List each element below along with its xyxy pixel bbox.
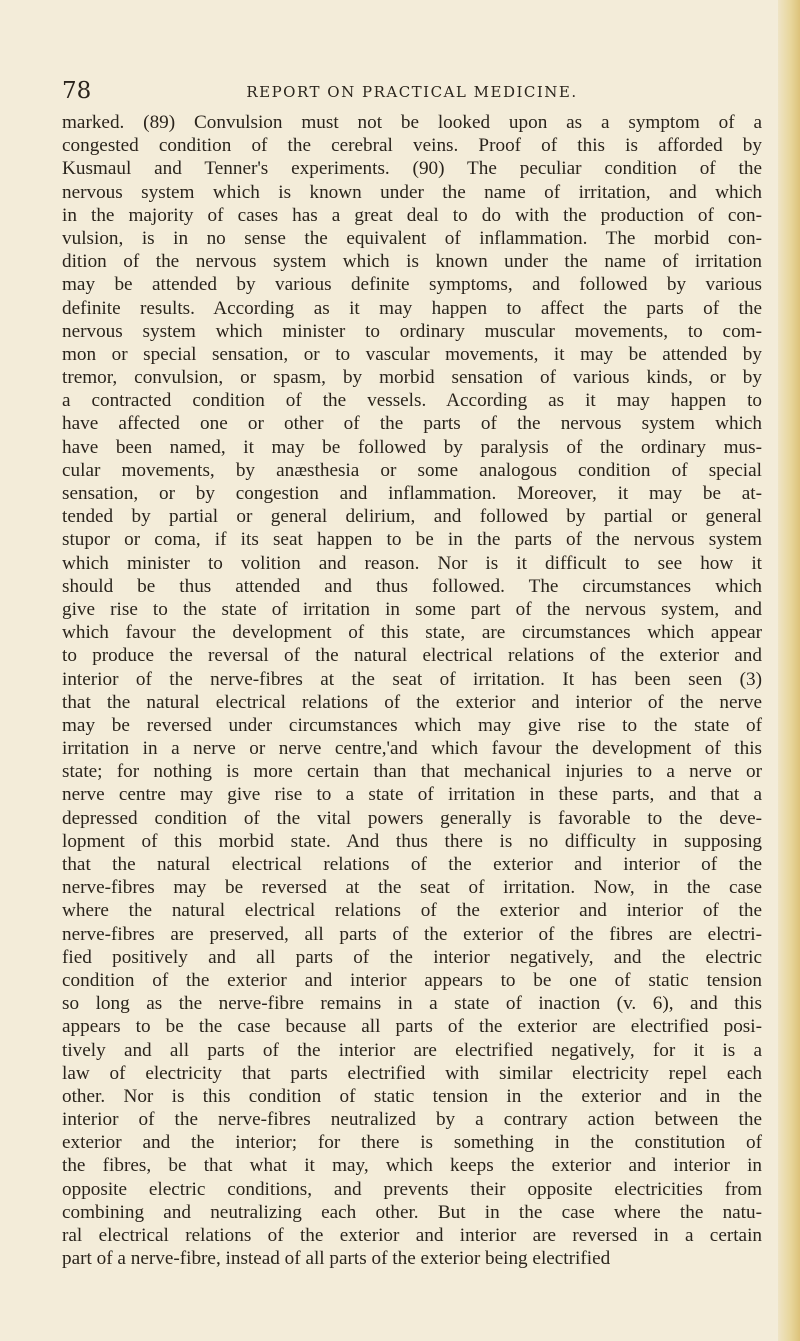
text-line: tended by partial or general delirium, and followed by partial or general xyxy=(62,506,762,528)
text-line: law of electricity that parts electrified with similar electricity repel each xyxy=(62,1062,762,1084)
text-line: Kusmaul and Tenner's experiments. (90) The peculiar condition of the xyxy=(62,158,762,180)
text-line: nerve-fibres may be reversed at the seat of irritation. Now, in the case xyxy=(62,877,762,899)
text-line: which minister to volition and reason. Nor is it difficult to see how it xyxy=(62,552,762,574)
text-line: may be attended by various definite symptoms, and followed by various xyxy=(62,274,762,296)
text-line: appears to be the case because all parts of the exterior are electrified posi- xyxy=(62,1016,762,1038)
text-line: exterior and the interior; for there is something in the constitution of xyxy=(62,1132,762,1154)
text-line: cular movements, by anæsthesia or some analogous condition of special xyxy=(62,459,762,481)
text-line: other. Nor is this condition of static tension in the exterior and in the xyxy=(62,1085,762,1107)
text-line: should be thus attended and thus followed. The circumstances which xyxy=(62,575,762,597)
text-line: have affected one or other of the parts of the nervous system which xyxy=(62,413,762,435)
page-edge-shadow xyxy=(778,0,800,1341)
text-line: to produce the reversal of the natural electrical relations of the exterior and xyxy=(62,645,762,667)
text-line: part of a nerve-fibre, instead of all parts of the exterior being electrified xyxy=(62,1248,611,1270)
text-line: in the majority of cases has a great deal to do with the production of con- xyxy=(62,204,762,226)
text-line: depressed condition of the vital powers generally is favorable to the deve- xyxy=(62,807,762,829)
text-line: where the natural electrical relations of the exterior and interior of the xyxy=(62,900,762,922)
text-line: stupor or coma, if its seat happen to be in the parts of the nervous system xyxy=(62,529,762,551)
text-line: dition of the nervous system which is known under the name of irritation xyxy=(62,251,762,273)
text-line: ral electrical relations of the exterior and interior are reversed in a certain xyxy=(62,1225,762,1246)
text-line: that the natural electrical relations of the exterior and interior of the xyxy=(62,854,762,875)
text-line: which favour the development of this state, are circumstances which appear xyxy=(62,622,762,644)
text-line: may be reversed under circumstances which may give rise to the state of xyxy=(62,714,762,736)
text-line: fied positively and all parts of the interior negatively, and the electric xyxy=(62,946,762,968)
text-line: tively and all parts of the interior are electrified negatively, for it is a xyxy=(62,1039,762,1061)
running-title: REPORT ON PRACTICAL MEDICINE. xyxy=(246,83,578,101)
page-header xyxy=(62,78,762,108)
text-line: nerve centre may give rise to a state of irritation in these parts, and that a xyxy=(62,784,762,806)
text-line: so long as the nerve-fibre remains in a state of inaction (v. 6), and this xyxy=(62,993,762,1015)
text-line: state; for nothing is more certain than that mechanical injuries to a nerve or xyxy=(62,761,762,783)
text-line: sensation, or by congestion and inflammation. Moreover, it may be at- xyxy=(62,483,762,504)
text-line: have been named, it may be followed by paralysis of the ordinary mus- xyxy=(62,436,762,458)
text-line: nervous system which is known under the name of irritation, and which xyxy=(62,181,762,203)
text-line: nerve-fibres are preserved, all parts of the exterior of the fibres are electri- xyxy=(62,923,762,945)
text-line: interior of the nerve-fibres at the seat of irritation. It has been seen (3) xyxy=(62,668,762,690)
text-line: the fibres, be that what it may, which keeps the exterior and interior in xyxy=(62,1155,762,1177)
text-line: lopment of this morbid state. And thus there is no difficulty in supposing xyxy=(62,830,762,852)
text-line: marked. (89) Convulsion must not be looked upon as a symptom of a xyxy=(62,112,762,133)
text-line: congested condition of the cerebral veins. Proof of this is afforded by xyxy=(62,135,762,157)
body-text xyxy=(62,111,762,1270)
text-line: opposite electric conditions, and prevents their opposite electricities from xyxy=(62,1178,762,1200)
text-line: interior of the nerve-fibres neutralized by a contrary action between the xyxy=(62,1109,762,1131)
page-number: 78 xyxy=(62,78,92,104)
text-line: a contracted condition of the vessels. According as it may happen to xyxy=(62,390,762,412)
text-line: mon or special sensation, or to vascular movements, it may be attended by xyxy=(62,343,762,365)
text-line: irritation in a nerve or nerve centre,'and which favour the development of this xyxy=(62,738,762,760)
text-line: tremor, convulsion, or spasm, by morbid sensation of various kinds, or by xyxy=(62,367,762,389)
text-line: definite results. According as it may happen to affect the parts of the xyxy=(62,297,762,319)
text-line: combining and neutralizing each other. But in the case where the natu- xyxy=(62,1201,762,1223)
text-line: give rise to the state of irritation in some part of the nervous system, and xyxy=(62,598,762,620)
text-line: condition of the exterior and interior appears to be one of static tension xyxy=(62,969,762,991)
text-line: that the natural electrical relations of the exterior and interior of the nerve xyxy=(62,691,762,713)
text-line: vulsion, is in no sense the equivalent of inflammation. The morbid con- xyxy=(62,227,762,249)
text-line: nervous system which minister to ordinary muscular movements, to com- xyxy=(62,320,762,342)
